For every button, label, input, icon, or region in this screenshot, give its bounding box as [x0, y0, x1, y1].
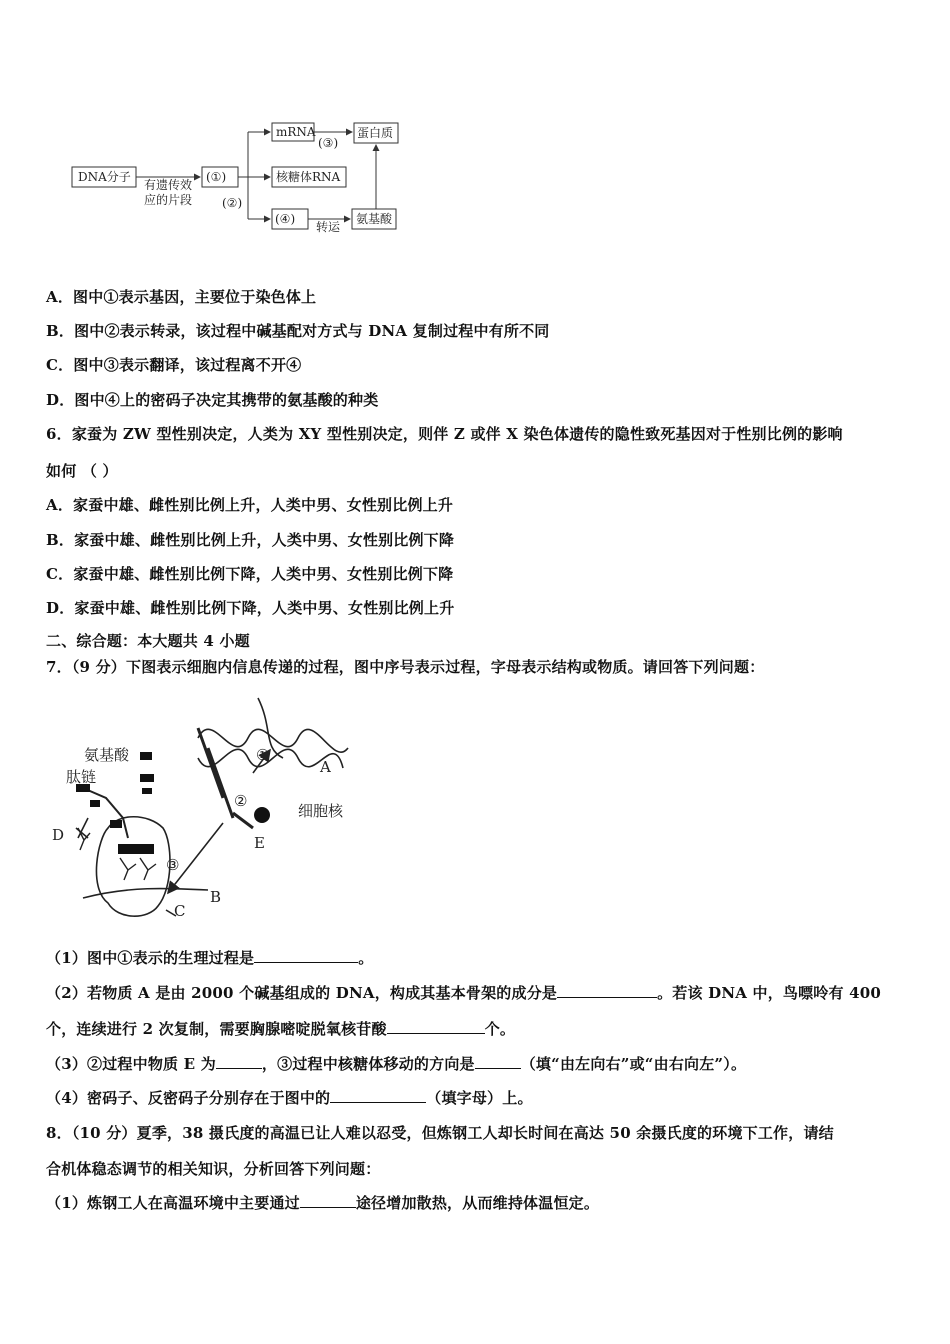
label-peptide: 肽链: [66, 768, 97, 786]
q7-p1: （1）图中①表示的生理过程是 。: [46, 949, 374, 967]
answer-blank[interactable]: [330, 1088, 426, 1103]
q7-p2-line1: （2）若物质 A 是由 2000 个碱基组成的 DNA，构成其基本骨架的成分是 。若该 DNA 中，鸟嘌呤有 400: [46, 984, 882, 1002]
q5-option-d: D．图中④上的密码子决定其携带的氨基酸的种类: [46, 391, 379, 409]
label-circle1: ①: [256, 746, 270, 764]
answer-blank[interactable]: [216, 1054, 262, 1069]
q8-stem-line1: 8．（10 分）夏季，38 摄氏度的高温已让人难以忍受，但炼钢工人却长时间在高达 50 余摄氏度的环境下工作，请结: [46, 1124, 834, 1142]
q5-option-a: A．图中①表示基因，主要位于染色体上: [46, 288, 317, 306]
label-circle2: ②: [234, 792, 248, 810]
enzyme-e: [254, 807, 270, 823]
q6-option-b: B．家蚕中雄、雌性别比例上升，人类中男、女性别比例下降: [46, 531, 455, 549]
section-heading: 二、综合题：本大题共 4 小题: [46, 632, 250, 650]
answer-blank[interactable]: [300, 1193, 356, 1208]
answer-blank[interactable]: [387, 1019, 485, 1034]
q8-p1: （1）炼钢工人在高温环境中主要通过 途径增加散热，从而维持体温恒定。: [46, 1194, 600, 1212]
segment-label-2: 应的片段: [144, 193, 193, 207]
cell-diagram: [48, 688, 378, 928]
q5-option-c: C．图中③表示翻译，该过程离不开④: [46, 356, 302, 374]
q7-intro: 7．（9 分）下图表示细胞内信息传递的过程，图中序号表示过程，字母表示结构或物质。请回答下列问题：: [46, 658, 765, 676]
transport-label: 转运: [316, 220, 341, 234]
label-e: E: [254, 834, 265, 852]
q6-stem-line1: 6．家蚕为 ZW 型性别决定，人类为 XY 型性别决定，则伴 Z 或伴 X 染色体遗传的隐性致死基因对于性别比例的影响: [46, 425, 843, 443]
protein-label: 蛋白质: [357, 126, 394, 140]
q6-option-a: A．家蚕中雄、雌性别比例上升，人类中男、女性别比例上升: [46, 496, 454, 514]
amino-label: 氨基酸: [356, 212, 393, 226]
label-c: C: [174, 902, 186, 920]
mrna-label: mRNA: [276, 125, 316, 139]
q7-p4: （4）密码子、反密码子分别存在于图中的 （填字母）上。: [46, 1089, 533, 1107]
q6-option-c: C．家蚕中雄、雌性别比例下降，人类中男、女性别比例下降: [46, 565, 454, 583]
label-circle3: ③: [166, 856, 180, 874]
n3-label: (③): [318, 136, 339, 150]
label-amino: 氨基酸: [84, 746, 130, 764]
n4-label: (④): [275, 212, 296, 226]
answer-blank[interactable]: [475, 1054, 521, 1069]
q6-stem-line2: 如何 （ ）: [46, 462, 118, 480]
q5-option-b: B．图中②表示转录，该过程中碱基配对方式与 DNA 复制过程中有所不同: [46, 322, 550, 340]
n2-label: (②): [222, 196, 243, 210]
answer-blank[interactable]: [254, 948, 358, 963]
answer-blank[interactable]: [557, 983, 657, 998]
n1-label: (①): [206, 170, 227, 184]
q8-stem-line2: 合机体稳态调节的相关知识，分析回答下列问题：: [46, 1160, 381, 1178]
flow-diagram: [60, 115, 420, 240]
q7-p3: （3）②过程中物质 E 为 ，③过程中核糖体移动的方向是 （填“由左向右”或“由右向左”）。: [46, 1055, 747, 1073]
dna-label: DNA分子: [78, 170, 131, 184]
q6-option-d: D．家蚕中雄、雌性别比例下降，人类中男、女性别比例上升: [46, 599, 455, 617]
rrna-label: 核糖体RNA: [276, 170, 341, 184]
segment-label-1: 有遗传效: [144, 178, 193, 192]
label-a: A: [320, 758, 331, 776]
label-nucleus: 细胞核: [298, 802, 344, 820]
label-d: D: [52, 826, 65, 844]
q7-p2-line2: 个，连续进行 2 次复制，需要胸腺嘧啶脱氧核苷酸 个。: [46, 1020, 516, 1038]
label-b: B: [210, 888, 222, 906]
